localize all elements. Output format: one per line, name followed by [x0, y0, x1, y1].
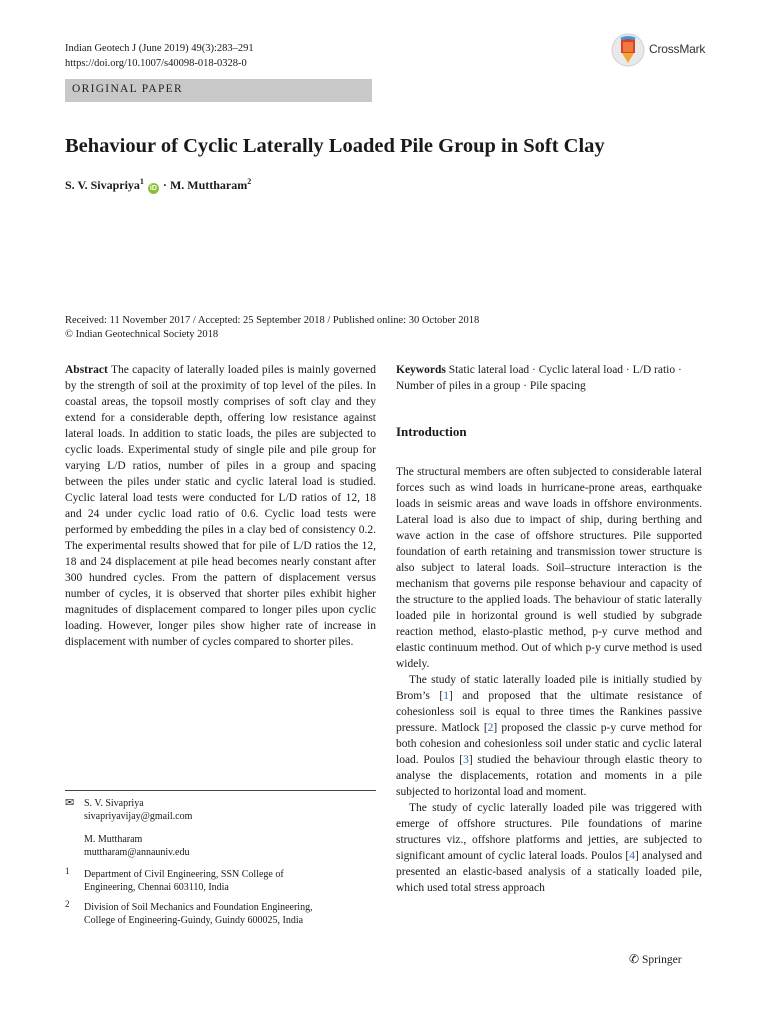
corresponding-author-name: S. V. Sivapriya: [84, 798, 144, 809]
abstract-section: [65, 362, 376, 650]
intro-p2-text-3: ] proposed the classic p-y curve method for both cohesion and cohesionless soil under static and cyclic lateral load. Poulos [: [396, 722, 702, 766]
intro-p2-text-1: The study of static laterally loaded pile is initially studied by Brom’s [: [396, 674, 702, 702]
intro-paragraph-1: The structural members are often subjected to considerable lateral forces such as wind loads in hurricane-prone areas, earthquake loads in seismic areas and wave loads in offshore environments. Lateral load is also due to impact of ship, during berthing and wave action in the case of offshore structures. Pile supported foundation of earth retaining and transmission tower structure is also subject to lateral loads. Soil–structure interaction is the mechanism that governs pile response behaviour and capacity of the structure to the applied loads. The behaviour of static laterally loaded pile in horizontal ground is well studied by subgrade reaction method, elasto-plastic method, p-y curve method and elastic continuum method. Out of which p-y curve method is used widely.: [396, 466, 702, 670]
publisher-name: Springer: [641, 954, 682, 966]
orcid-icon[interactable]: iD: [149, 185, 157, 192]
abstract-text: The capacity of laterally loaded piles is mainly governed by the strength of soil at the proximity of top level of the piles. In coastal areas, the topsoil mostly comprises of soft clay and they extend for a considerable depth, offering low resistance against lateral loads. In addition to static loads, the piles are subjected to cyclic loads. Experimental study of single pile and pile group for varying L/D ratios, number of piles in a group and spacing between the piles under static and cyclic lateral load is studied. Cyclic lateral load tests were conducted for L/D ratios of 12, 18 and 24 under cyclic load ratio of 0.6. Cyclic load tests were performed by embedding the piles in a clay bed of consistency 0.2. The experimental results showed that for pile of L/D ratios the 12, 18 and 24 displacement at pile head becomes nearly constant after 300 hundred cycles. From the pattern of displacement versus number of cycles, it is observed that shorter piles exhibit higher magnitudes of displacement compared to longer piles upon cyclic loading. However, longer piles show higher rate of increase in displacement with number of cycles compared to shorter piles.: [65, 364, 376, 648]
abstract-label: Abstract: [65, 364, 108, 376]
author-separator: ·: [162, 178, 167, 192]
springer-horse-icon: ✆: [629, 952, 640, 966]
keywords-section: [396, 362, 702, 394]
keywords-label: Keywords: [396, 364, 446, 376]
copyright: © Indian Geotechnical Society 2018: [65, 329, 219, 340]
article-type-label: ORIGINAL PAPER: [72, 83, 183, 95]
footnote-divider: [65, 790, 376, 791]
intro-p3-text-2: ] analysed and presented an elastic-based analysis of a statically loaded pile, which used total stress approach: [396, 850, 702, 894]
citation-link-1[interactable]: 1: [443, 690, 449, 702]
citation-link-4[interactable]: 4: [629, 850, 635, 862]
keywords-text: Static lateral load · Cyclic lateral load · L/D ratio · Number of piles in a group · Pile spacing: [396, 364, 682, 392]
crossmark-badge[interactable]: [611, 31, 721, 71]
author-1: S. V. Sivapriya: [65, 178, 140, 192]
intro-p2-text-4: ] studied the behaviour through elastic theory to analyse the displacements, rotation and moments in a pile subjected to horizontal load and moment.: [396, 754, 702, 798]
affiliation-2-line-2: College of Engineering-Guindy, Guindy 600025, India: [84, 915, 304, 926]
correspondence: [84, 797, 192, 859]
affiliation-1-number: 1: [65, 866, 70, 876]
paper-title: Behaviour of Cyclic Laterally Loaded Pile Group in Soft Clay: [65, 135, 605, 157]
author-1-affiliation: 1: [139, 177, 144, 186]
right-column: [396, 362, 702, 896]
affiliation-2-line-1: Division of Soil Mechanics and Foundation Engineering,: [84, 902, 313, 913]
author-list: [65, 177, 251, 194]
introduction-heading: Introduction: [396, 424, 467, 439]
second-author-email[interactable]: muttharam@annauniv.edu: [84, 847, 190, 858]
second-author-name: M. Muttharam: [84, 834, 143, 845]
citation-link-2[interactable]: 2: [487, 722, 494, 734]
intro-p3-text-1: The study of cyclic laterally loaded pile was triggered with emerge of offshore structures. Pile foundations of marine structures viz., offshore platforms and jetties, are subjected to significant amount of cyclic lateral loads. Poulos [: [396, 802, 702, 862]
author-2: M. Muttharam: [169, 178, 248, 192]
article-type-badge: [65, 79, 372, 102]
author-2-affiliation: 2: [247, 177, 252, 186]
citation-link-3[interactable]: 3: [463, 754, 469, 766]
publication-dates: [65, 314, 479, 342]
journal-line: Indian Geotech J (June 2019) 49(3):283–291: [65, 43, 254, 54]
crossmark-icon: [611, 31, 645, 69]
envelope-icon: ✉: [65, 797, 75, 809]
intro-paragraph-3: [396, 800, 702, 896]
history-dates: Received: 11 November 2017 / Accepted: 25 September 2018 / Published online: 30 October 2018: [65, 315, 480, 326]
crossmark-label: CrossMark: [649, 42, 706, 56]
corresponding-author-email[interactable]: sivapriyavijay@gmail.com: [84, 811, 193, 822]
doi-link[interactable]: https://doi.org/10.1007/s40098-018-0328-0: [65, 58, 247, 69]
affiliation-2: [84, 901, 313, 927]
publisher-mark: [629, 952, 682, 967]
affiliation-1-line-2: Engineering, Chennai 603110, India: [84, 882, 229, 893]
intro-p2-text-2: ] and proposed that the ultimate resistance of cohesionless soil is equal to three times the Rankines passive pressure. Matlock [: [396, 690, 702, 734]
affiliation-2-number: 2: [65, 899, 70, 909]
affiliation-1: [84, 868, 284, 894]
intro-paragraph-2: [396, 672, 702, 800]
affiliation-1-line-1: Department of Civil Engineering, SSN College of: [84, 869, 284, 880]
journal-citation: [65, 41, 254, 71]
